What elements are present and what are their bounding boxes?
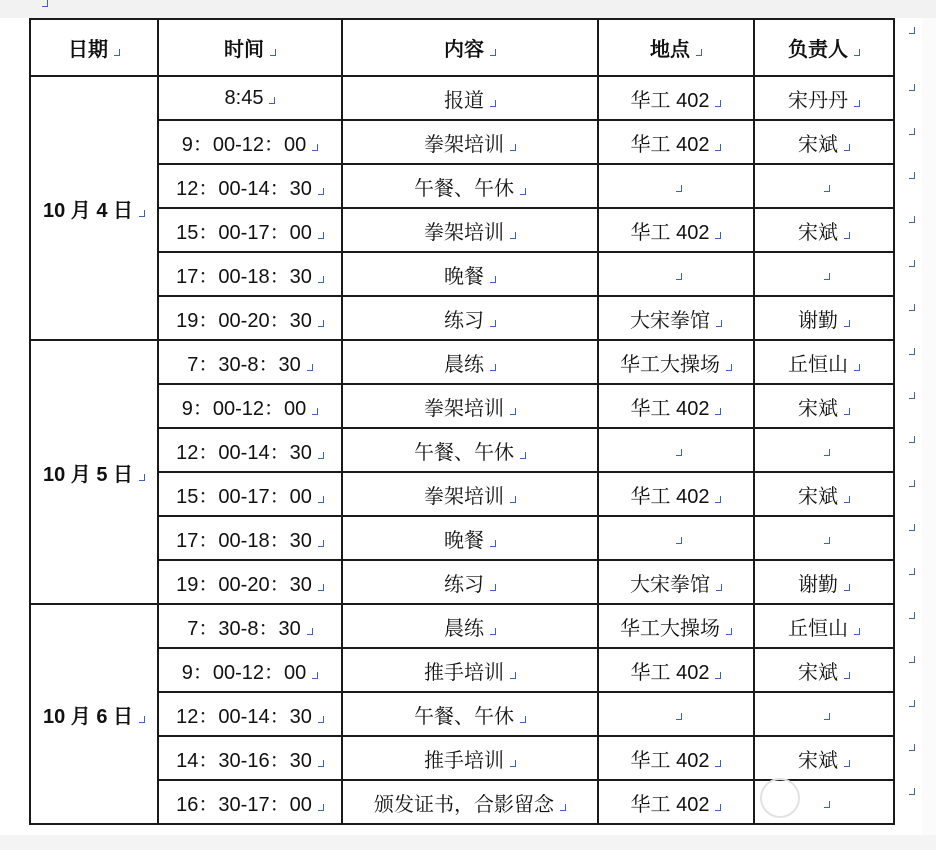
paragraph-mark-icon [909,524,915,531]
header-row [30,19,894,76]
place-cell: 华工 402 [598,648,754,692]
person-cell: 宋斌 [754,472,894,516]
place-cell [598,428,754,472]
time-cell: 19：00-20：30 [158,560,342,604]
table-row [30,76,894,120]
table-row [30,560,894,604]
paragraph-mark-icon [909,568,915,575]
place-cell [598,164,754,208]
content-cell: 拳架培训 [342,384,598,428]
header-cell: 内容 [342,19,598,76]
person-cell [754,516,894,560]
paragraph-mark-icon [909,656,915,663]
paragraph-mark-icon [909,304,915,311]
content-cell: 拳架培训 [342,472,598,516]
time-cell: 9：00-12：00 [158,384,342,428]
content-cell: 颁发证书，合影留念 [342,780,598,824]
table-row [30,340,894,384]
time-cell: 14：30-16：30 [158,736,342,780]
place-cell: 华工 402 [598,736,754,780]
place-cell: 华工 402 [598,780,754,824]
place-cell: 大宋拳馆 [598,296,754,340]
paragraph-mark-icon [909,172,915,179]
time-cell: 17：00-18：30 [158,516,342,560]
person-cell: 宋丹丹 [754,76,894,120]
table-row [30,384,894,428]
content-cell: 推手培训 [342,648,598,692]
person-cell: 宋斌 [754,208,894,252]
content-cell: 拳架培训 [342,208,598,252]
place-cell: 华工 402 [598,120,754,164]
schedule-table [29,18,895,825]
person-cell: 谢勤 [754,296,894,340]
table-row [30,604,894,648]
paragraph-mark-icon [909,260,915,267]
paragraph-mark-icon [909,128,915,135]
header-cell: 日期 [30,19,158,76]
person-cell: 宋斌 [754,648,894,692]
date-cell: 10 月 6 日 [30,604,158,824]
content-cell: 报道 [342,76,598,120]
paragraph-mark-icon [909,216,915,223]
place-cell: 华工 402 [598,472,754,516]
time-cell: 16：30-17：00 [158,780,342,824]
content-cell: 推手培训 [342,736,598,780]
time-cell: 9：00-12：00 [158,648,342,692]
table-row [30,296,894,340]
place-cell: 华工大操场 [598,340,754,384]
paragraph-mark-icon [909,612,915,619]
place-cell: 华工大操场 [598,604,754,648]
time-cell: 8:45 [158,76,342,120]
content-cell: 练习 [342,296,598,340]
content-cell: 午餐、午休 [342,692,598,736]
time-cell: 9：00-12：00 [158,120,342,164]
content-cell: 拳架培训 [342,120,598,164]
person-cell: 谢勤 [754,560,894,604]
paragraph-mark-icon [909,700,915,707]
content-cell: 晚餐 [342,516,598,560]
table-row [30,252,894,296]
time-cell: 12：00-14：30 [158,428,342,472]
table-row [30,736,894,780]
person-cell: 宋斌 [754,120,894,164]
paragraph-mark-icon [909,744,915,751]
table-row [30,472,894,516]
paragraph-mark-icon [909,27,915,34]
time-cell: 7：30-8：30 [158,340,342,384]
header-cell: 地点 [598,19,754,76]
time-cell: 15：00-17：00 [158,472,342,516]
person-cell: 丘恒山 [754,604,894,648]
time-cell: 15：00-17：00 [158,208,342,252]
header-cell: 时间 [158,19,342,76]
paragraph-mark-icon [909,392,915,399]
place-cell [598,516,754,560]
date-cell: 10 月 4 日 [30,76,158,340]
table-row [30,164,894,208]
paragraph-mark-icon [909,348,915,355]
table-row [30,516,894,560]
place-cell: 华工 402 [598,76,754,120]
person-cell: 宋斌 [754,384,894,428]
person-cell: 丘恒山 [754,340,894,384]
table-row [30,428,894,472]
paragraph-mark-icon [909,84,915,91]
watermark-icon [760,778,800,818]
content-cell: 练习 [342,560,598,604]
person-cell [754,692,894,736]
content-cell: 晨练 [342,604,598,648]
table-row [30,648,894,692]
top-strip [0,0,936,18]
content-cell: 午餐、午休 [342,164,598,208]
table-row [30,692,894,736]
time-cell: 17：00-18：30 [158,252,342,296]
paragraph-mark-icon [909,480,915,487]
content-cell: 晚餐 [342,252,598,296]
person-cell [754,252,894,296]
right-margin [922,18,936,835]
place-cell [598,692,754,736]
paragraph-mark-icon [909,788,915,795]
content-cell: 晨练 [342,340,598,384]
content-cell: 午餐、午休 [342,428,598,472]
person-cell: 宋斌 [754,736,894,780]
paragraph-mark-icon [909,436,915,443]
time-cell: 12：00-14：30 [158,692,342,736]
person-cell [754,164,894,208]
place-cell: 华工 402 [598,208,754,252]
bottom-strip [0,835,936,850]
time-cell: 12：00-14：30 [158,164,342,208]
place-cell [598,252,754,296]
place-cell: 华工 402 [598,384,754,428]
table-row [30,208,894,252]
time-cell: 7：30-8：30 [158,604,342,648]
header-cell: 负责人 [754,19,894,76]
time-cell: 19：00-20：30 [158,296,342,340]
paragraph-mark-icon [42,0,48,7]
place-cell: 大宋拳馆 [598,560,754,604]
person-cell [754,428,894,472]
table-row [30,120,894,164]
date-cell: 10 月 5 日 [30,340,158,604]
